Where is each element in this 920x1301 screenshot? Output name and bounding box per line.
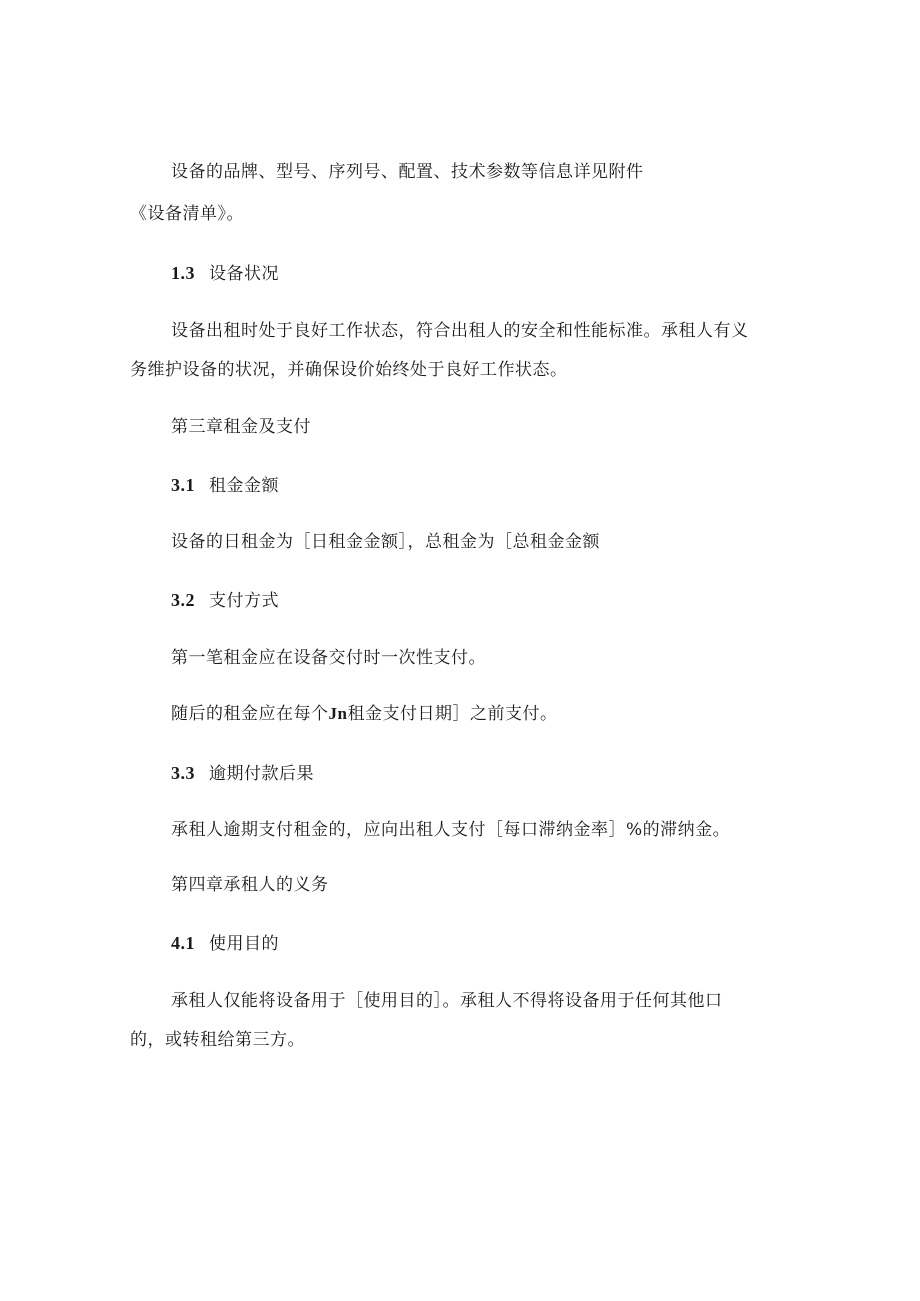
section-heading-3-3 bbox=[171, 762, 314, 785]
paragraph-late-payment: 承租人逾期支付租金的，应向出租人支付［每口滞纳金率］%的滞纳金。 bbox=[171, 820, 731, 840]
section-title: 支付方式 bbox=[209, 591, 279, 611]
paragraph-payment-subsequent bbox=[171, 703, 557, 725]
section-heading-4-1 bbox=[171, 932, 279, 955]
paragraph-equipment-info-line1: 设备的品牌、型号、序列号、配置、技术参数等信息详见附件 bbox=[171, 162, 644, 182]
section-number: 4.1 bbox=[171, 933, 195, 953]
section-number: 3.2 bbox=[171, 590, 195, 610]
section-heading-1-3 bbox=[171, 262, 279, 285]
section-title: 租金金额 bbox=[209, 476, 279, 496]
text-run-bold: Jn bbox=[328, 704, 348, 723]
section-title: 使用目的 bbox=[209, 934, 279, 954]
chapter-heading-4: 第四章承租人的义务 bbox=[171, 875, 329, 895]
section-heading-3-1 bbox=[171, 474, 279, 497]
section-title: 逾期付款后果 bbox=[209, 764, 314, 784]
section-number: 3.3 bbox=[171, 763, 195, 783]
section-title: 设备状况 bbox=[209, 264, 279, 284]
text-run: 随后的租金应在每个 bbox=[171, 704, 329, 724]
section-heading-3-2 bbox=[171, 589, 279, 612]
paragraph-payment-first: 第一笔租金应在设备交付时一次性支付。 bbox=[171, 648, 486, 668]
section-number: 3.1 bbox=[171, 475, 195, 495]
paragraph-rent-amount: 设备的日租金为［日租金金额］，总租金为［总租金金额 bbox=[171, 532, 600, 552]
section-number: 1.3 bbox=[171, 263, 195, 283]
paragraph-equipment-info-line2: 《设备清单》。 bbox=[130, 204, 244, 224]
paragraph-condition-line2: 务维护设备的状况，并确保设价始终处于良好工作状态。 bbox=[130, 360, 568, 380]
paragraph-purpose-line2: 的，或转租给第三方。 bbox=[130, 1030, 305, 1050]
paragraph-condition-line1: 设备出租时处于良好工作状态，符合出租人的安全和性能标准。承租人有义 bbox=[171, 321, 749, 341]
paragraph-purpose-line1: 承租人仅能将设备用于［使用目的］。承租人不得将设备用于任何其他口 bbox=[171, 991, 723, 1011]
text-run: 租金支付日期］之前支付。 bbox=[347, 704, 558, 724]
chapter-heading-3: 第三章租金及支付 bbox=[171, 417, 311, 437]
